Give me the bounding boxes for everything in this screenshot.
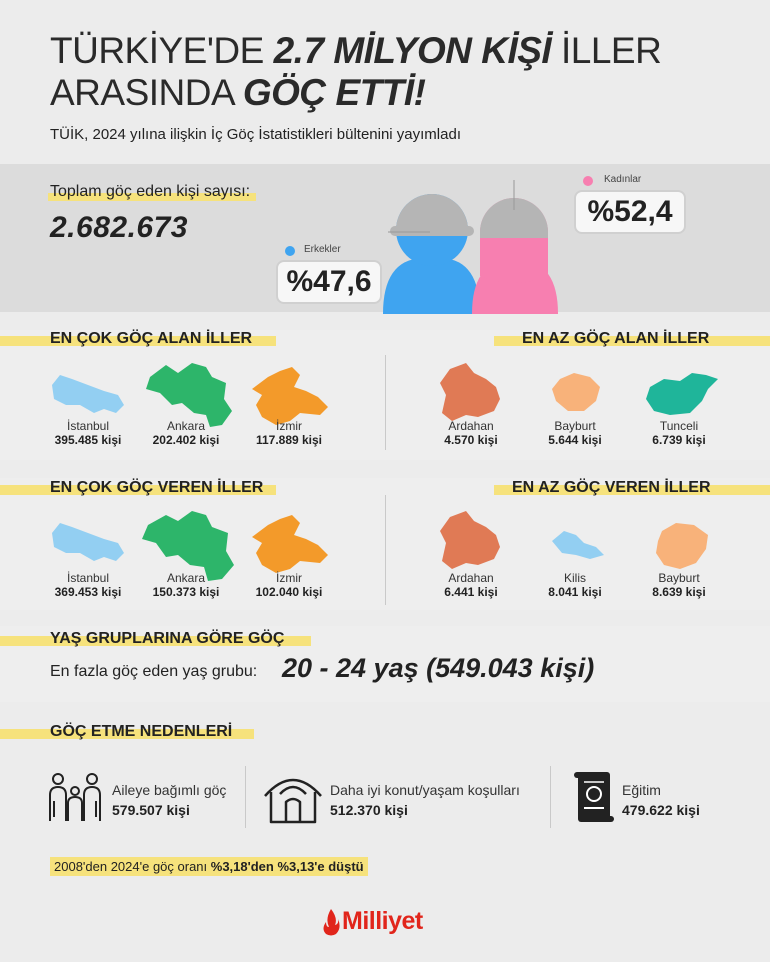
reason-3-value: 479.622 kişi <box>622 802 700 818</box>
subtitle: TÜİK, 2024 yılına ilişkin İç Göç İstatistikleri bültenini yayımladı <box>50 126 461 143</box>
most-out-title: EN ÇOK GÖÇ VEREN İLLER <box>50 479 264 496</box>
least-in-title: EN AZ GÖÇ ALAN İLLER <box>522 330 710 347</box>
flame-logo-icon <box>322 908 340 936</box>
most-in-title: EN ÇOK GÖÇ ALAN İLLER <box>50 330 253 347</box>
least-in-city-3: Tunceli 6.739 kişi <box>652 419 706 447</box>
male-legend-label: Erkekler <box>304 244 341 255</box>
bayburt-map-icon <box>552 373 600 411</box>
gender-figures-icon <box>380 180 560 314</box>
istanbul-map-icon <box>52 523 124 561</box>
izmir-map-icon <box>252 515 328 573</box>
age-value: 20 - 24 yaş (549.043 kişi) <box>282 653 595 683</box>
reason-1-label: Aileye bağımlı göç <box>112 782 227 798</box>
male-legend-dot <box>285 246 295 256</box>
ardahan-map-icon <box>440 363 500 421</box>
house-icon <box>262 768 324 824</box>
male-percentage: %47,6 <box>276 260 382 304</box>
most-in-city-1: İstanbul 395.485 kişi <box>54 419 122 447</box>
female-legend-dot <box>583 176 593 186</box>
ankara-map-icon <box>146 363 232 427</box>
milliyet-logo[interactable]: Milliyet <box>342 907 423 935</box>
reason-3-label: Eğitim <box>622 782 661 798</box>
izmir-map-icon <box>252 367 328 425</box>
least-out-city-1: Ardahan 6.441 kişi <box>444 571 498 599</box>
divider <box>245 766 246 828</box>
total-value: 2.682.673 <box>50 211 188 244</box>
page-title: TÜRKİYE'DE 2.7 MİLYON KİŞİ İLLER ARASINDA GÖÇ ETTİ! <box>50 30 662 113</box>
most-in-city-3: İzmir 117.889 kişi <box>255 419 323 447</box>
female-percentage: %52,4 <box>574 190 686 234</box>
least-in-city-1: Ardahan 4.570 kişi <box>444 419 498 447</box>
reason-2-label: Daha iyi konut/yaşam koşulları <box>330 782 520 798</box>
male-figure-icon <box>383 194 480 314</box>
age-title: YAŞ GRUPLARINA GÖRE GÖÇ <box>50 630 285 647</box>
ardahan-map-icon <box>440 511 500 569</box>
total-label: Toplam göç eden kişi sayısı: <box>48 183 256 201</box>
age-label: En fazla göç eden yaş grubu: <box>50 663 258 680</box>
female-legend-label: Kadınlar <box>604 174 642 185</box>
most-in-city-2: Ankara 202.402 kişi <box>152 419 220 447</box>
reason-1-value: 579.507 kişi <box>112 802 190 818</box>
least-out-city-2: Kilis 8.041 kişi <box>548 571 602 599</box>
istanbul-map-icon <box>52 375 124 413</box>
least-out-city-3: Bayburt 8.639 kişi <box>652 571 706 599</box>
reasons-title: GÖÇ ETME NEDENLERİ <box>50 723 233 740</box>
footnote: 2008'den 2024'e göç oranı %3,18'den %3,13'e düştü <box>50 857 368 876</box>
female-figure-icon <box>472 198 558 314</box>
reason-2-value: 512.370 kişi <box>330 802 408 818</box>
diploma-icon <box>572 770 616 824</box>
bayburt-map-icon <box>656 523 708 569</box>
family-icon <box>46 771 106 823</box>
divider <box>550 766 551 828</box>
least-out-title: EN AZ GÖÇ VEREN İLLER <box>512 479 711 496</box>
tunceli-map-icon <box>646 373 718 415</box>
most-out-city-2: Ankara 150.373 kişi <box>152 571 220 599</box>
least-in-city-2: Bayburt 5.644 kişi <box>548 419 602 447</box>
kilis-map-icon <box>552 531 604 559</box>
most-out-city-1: İstanbul 369.453 kişi <box>54 571 122 599</box>
most-out-city-3: İzmir 102.040 kişi <box>255 571 323 599</box>
